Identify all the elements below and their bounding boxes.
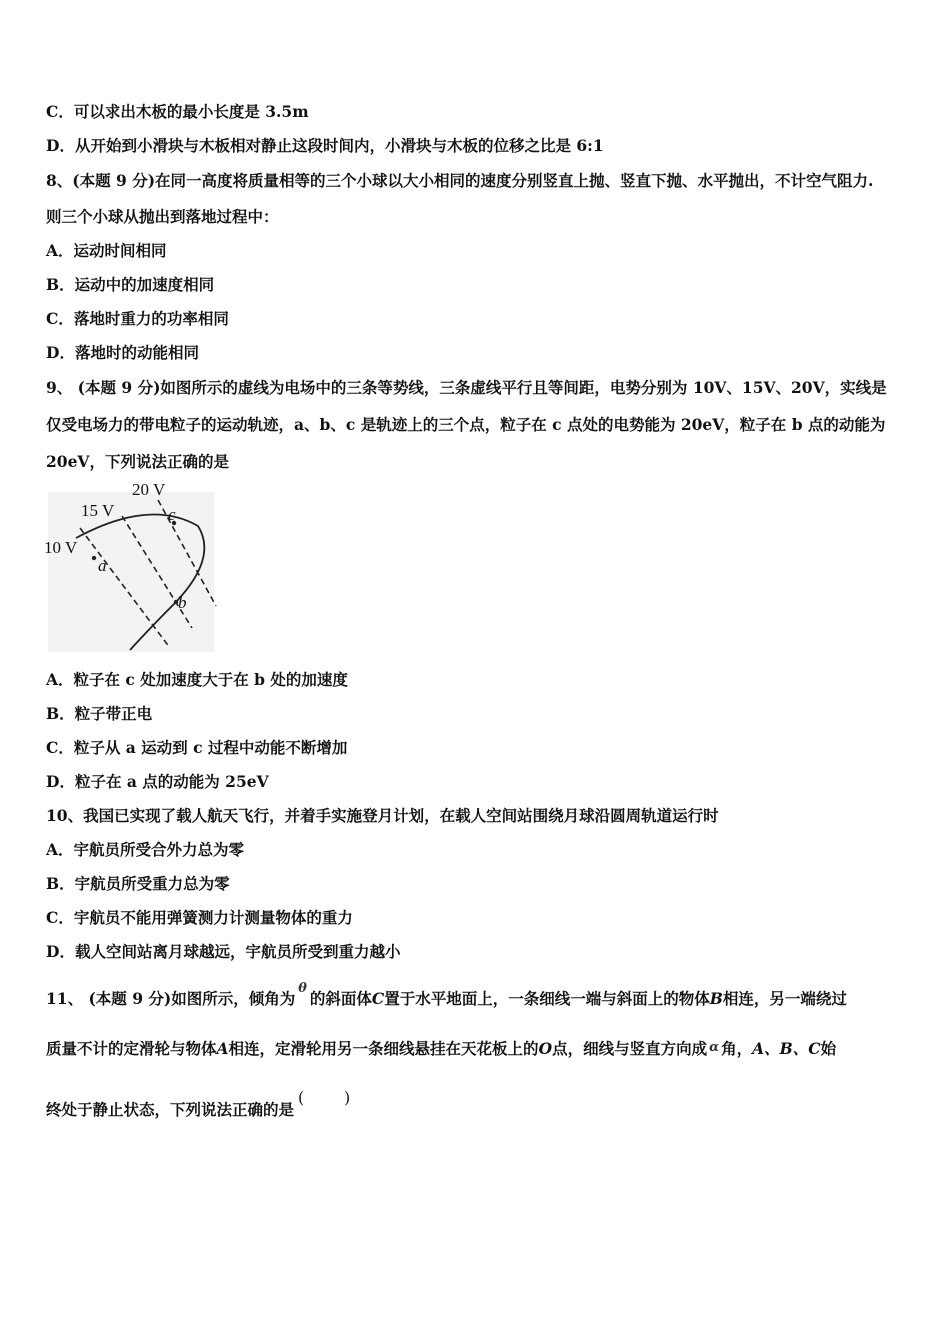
equipotential-figure (40, 478, 220, 656)
q9-option-b: B．粒子带正电 (46, 704, 153, 723)
var-o: O (538, 1039, 553, 1058)
var-c: C (371, 989, 385, 1008)
label-point-b: b (178, 593, 187, 612)
answer-paren-open: ( (298, 1089, 305, 1107)
var-b: B (709, 989, 723, 1008)
point-a-marker (92, 556, 96, 560)
q11-text: 始 (820, 1039, 837, 1058)
q10-option-b: B．宇航员所受重力总为零 (46, 874, 230, 893)
label-10v: 10 V (44, 538, 78, 557)
q11-stem-line-2 (46, 1039, 836, 1061)
q9-stem-line-2: 仅受电场力的带电粒子的运动轨迹，a、b、c 是轨迹上的三个点，粒子在 c 点处的电势能为 20eV，粒子在 b 点的动能为 (46, 415, 886, 434)
q8-option-b: B．运动中的加速度相同 (46, 275, 215, 294)
q8-option-a: A．运动时间相同 (46, 241, 167, 260)
q11-stem-line-1 (46, 981, 847, 1011)
q10-option-c: C．宇航员不能用弹簧测力计测量物体的重力 (46, 908, 353, 927)
q9-stem-line-3: 20eV，下列说法正确的是 (46, 452, 229, 471)
label-point-c: c (168, 505, 176, 524)
q8-option-c: C．落地时重力的功率相同 (46, 309, 229, 328)
q7-option-d: D．从开始到小滑块与木板相对静止这段时间内，小滑块与木板的位移之比是 6:1 (46, 136, 604, 155)
q9-stem-line-1: 9、 (本题 9 分)如图所示的虚线为电场中的三条等势线，三条虚线平行且等间距，电势分别为 10V、15V、20V，实线是 (46, 378, 887, 397)
q10-option-d: D．载人空间站离月球越远，宇航员所受到重力越小 (46, 942, 401, 961)
q11-text: 终处于静止状态，下列说法正确的是 (46, 1100, 295, 1119)
q7-option-c: C．可以求出木板的最小长度是 3.5m (46, 102, 309, 121)
alpha-symbol: α (709, 1040, 720, 1055)
q10-stem: 10、我国已实现了载人航天飞行，并着手实施登月计划，在载人空间站围绕月球沿圆周轨道运行时 (46, 806, 719, 825)
q8-stem-line-2: 则三个小球从抛出到落地过程中： (46, 207, 279, 226)
label-15v: 15 V (81, 501, 115, 520)
q11-text: 质量不计的定滑轮与物体 (46, 1039, 217, 1058)
q11-stem-line-3 (46, 1089, 351, 1120)
q11-text: 相连，另一端绕过 (722, 989, 847, 1008)
label-20v: 20 V (132, 480, 166, 499)
q11-text: 相连，定滑轮用另一条细线悬挂在天花板上的 (228, 1039, 539, 1058)
theta-symbol: θ (298, 981, 307, 996)
q9-option-a: A．粒子在 c 处加速度大于在 b 处的加速度 (46, 670, 348, 689)
q8-stem-line-1: 8、(本题 9 分)在同一高度将质量相等的三个小球以大小相同的速度分别竖直上抛、竖直下抛、水平抛出，不计空气阻力. (46, 171, 874, 190)
q11-text: 的斜面体 (309, 989, 372, 1008)
q11-text: 11、 (本题 9 分)如图所示，倾角为 (46, 989, 296, 1008)
var-a: A (216, 1039, 229, 1058)
q11-text: 角， (721, 1039, 753, 1058)
q11-text: 点，细线与竖直方向成 (552, 1039, 708, 1058)
q10-option-a: A．宇航员所受合外力总为零 (46, 840, 245, 859)
q8-option-d: D．落地时的动能相同 (46, 343, 199, 362)
vars-abc: A、B、C (752, 1039, 821, 1058)
label-point-a: a (98, 556, 107, 575)
answer-paren-close: ) (344, 1089, 351, 1107)
q11-text: 置于水平地面上，一条细线一端与斜面上的物体 (384, 989, 710, 1008)
q9-option-c: C．粒子从 a 运动到 c 过程中动能不断增加 (46, 738, 348, 757)
q9-option-d: D．粒子在 a 点的动能为 25eV (46, 772, 269, 791)
